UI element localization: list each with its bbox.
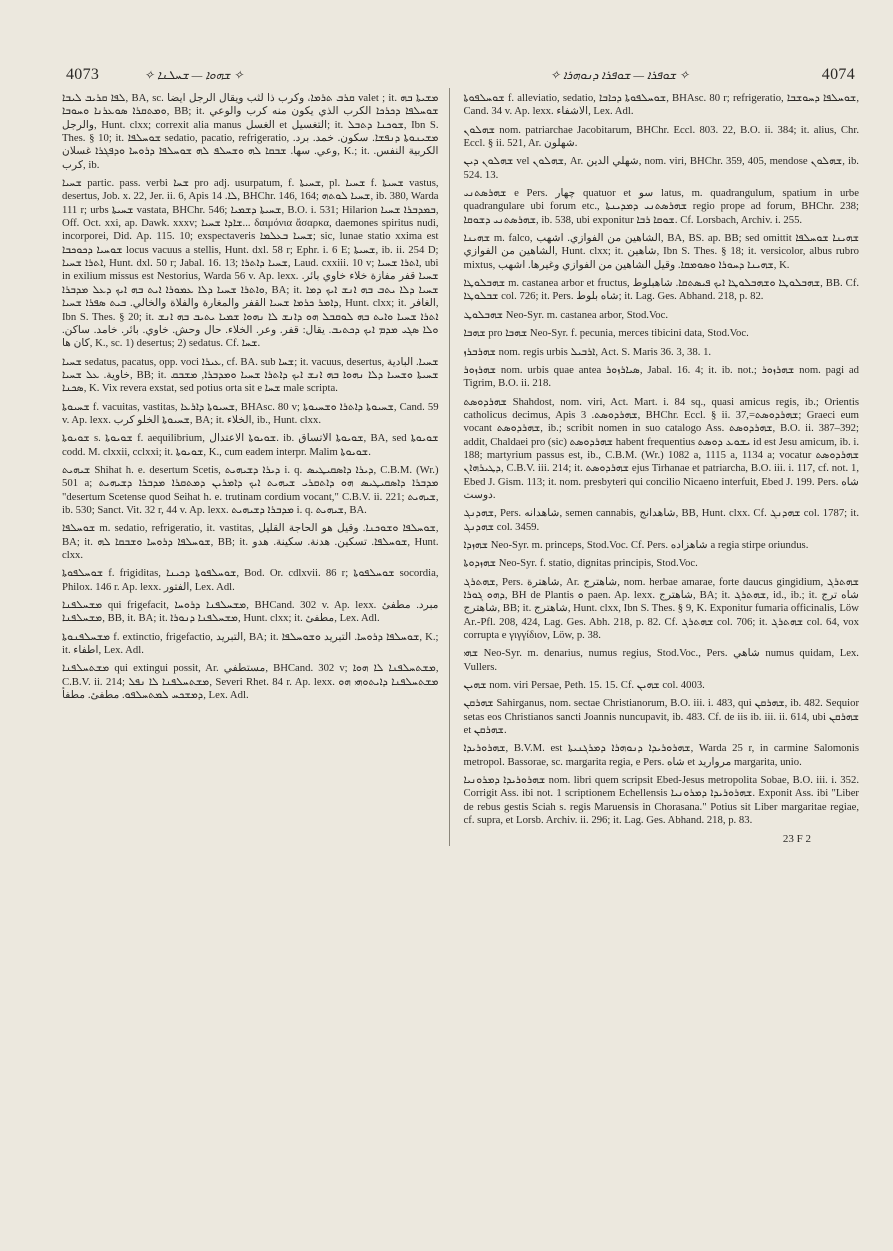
dictionary-entry: ܠܦܐ ܩܪܝܒ ܠܝܒܐ, BA, sc. ܩܪܒ ܬܪܡܐ، وكرب ذا لثب ويقال الرجل ايضا valet ; it. ܡܫܝܬܐ ܒܗ ܘܡܬܩܪܐ ܣܘܥܪܢܐ ܘܚܘܒܐ, BB; it. ܫܘܚܠܦܐ ܕܟܪܟܐ الكرب الذي يكون منه كرب والوعي والرجل, Hunt. clxx; correxit alia manus الغسل et التغسيل; it. ܫܘܟܢܐ ܕܬܒܠ, Ibn S. Thes. § 10; it. ܫܘܚܠܦܐ sedatio, pacatio, refrigeratio, ܡܫܝܢܘܬܐ ܕܢܦܫܐ. سكون. خمد. برد. وعي. سها. ܫܒܩܐ ܠܗ ܘܫܚܠܦ ܠܗ ܫܘܚܠܦܐ ܕܪܘܚܐ ܘܕܦܓܪܐ غسلان, K.; it. الكربية النفس. كرب, ib. [62, 92, 439, 171]
running-header [62, 56, 859, 86]
dictionary-entry: ܫܗܒܐ pro ܫܗܒܐ Neo-Syr. f. pecunia, merces tibicini data, Stod.Voc. [463, 327, 749, 340]
dictionary-entry: ܫܘܚܠܦܘܬܐ f. frigiditas, ܫܘܚܠܦܘܬܐ ܕܟܝܢܐ, Bod. Or. cdlxvii. 86 r; ܫܘܚܠܦܘܬܐ socordia, Philox. 146 r. Ap. lexx. الفتور, Lex. Adl. [62, 567, 439, 593]
dictionary-entry: ܫܗܒܠܘܛ Neo-Syr. m. castanea arbor, Stod.Voc. [463, 308, 669, 321]
dictionary-entry: ܫܗܪܘܪܝܕܐ ܕܡܪܘܢܝܐ nom. libri quem scripsit Ebed-Jesus metropolita Sobae, B.O. iii. i. 352. Corrigit Ass. ibi not. 1 scriptionem Echellensis ܫܗܪܘܪܝܕܐ ܕܡܪܘܢܝܐ. Exponit Ass. ibi "Liber de rebus gestis Sciah s. regis Maruensis in Chorasana." Potius sit Liber margaritae regiae, cf. supra, et Lorsb. Archiv. ii. 296; it. Lag. Ges. Abhand. 218, p. 83. [463, 774, 859, 827]
dictionary-entry: ܫܗܪܩܢ Sahirganus, nom. sectae Christianorum, B.O. iii. i. 483, qui ܫܗܪܩܢ, ib. 482. Sequior setas eos Christianos sancti Joannis nuncupavit, ib. 483. Cf. de iis ib. iii. ii. 614, ubi ܫܗܪܩܢ et ܫܗܪܩܢ. [463, 697, 860, 737]
left-column [62, 88, 449, 846]
page-number-left: 4073 [66, 66, 100, 83]
dictionary-entry: ܫܗܝ Neo-Syr. m. denarius, numus regius, Stod.Voc., Pers. شاهي numus quidam, Lex. Vullers. [463, 647, 859, 673]
dictionary-entry: ܫܗܙܕܘܬܐ Neo-Syr. f. statio, dignitas principis, Stod.Voc. [463, 557, 698, 570]
dictionary-entry: ܫܚܝܘܬܐ f. vacuitas, vastitas, ܫܚܝܘܬܐ ܕܐܪܥܐ, BHAsc. 80 v; ܫܚܝܘܬܐ ܕܐܬܪܐ ܘܫܚܝܘܬܐ, Cand. 59 v. Ap. lexx. ܫܚܝܘܬܐ الخلو كرب, BA; it. الخلاء, ib., Hunt. clxx. [62, 400, 439, 426]
dictionary-entry: ܫܗܪܣܬܢܝ e Pers. چهار quatuor et سو latus, m. quadrangulum, spatium in urbe quadrangulare ubi forum etc., ܫܗܪܣܬܢܝ ܕܡܕܝܢܬܐ regio prope ad forum, BHChr. 238; ܫܗܪܣܬܢܝ ܕܫܘܩܐ, ib. 538, ubi exponitur ܫܘܩܐ ܪܒܐ. Cf. Lorsbach, Archiv. i. 255. [463, 187, 859, 226]
dictionary-entry: ܫܗܪܙܘܪ nom. urbis quae antea ܣܝܐܪܙܘܪ, Jabal. 16. 4; it. ib. not.; ܫܗܪܙܘܪ nom. pagi ad Tigrim, B.O. ii. 218. [463, 363, 859, 390]
dictionary-entry: ܫܗܒܠܘܛܐ m. castanea arbor et fructus, ܫܗܒܠܘܛܐ ܘܫܗܒܠܘܛܐ ܐܝܟ ܦܝܣܬܩܐ. شاهبلوط, BB. Cf. ܫܒܠܘܛܐ col. 726; it. Pers. شاه بلوط; it. Lag. Ges. Abhand. 218, p. 82. [463, 277, 859, 303]
signature-mark: 23 F 2 [782, 832, 811, 845]
dictionary-entry: ܫܝܗܝܬ Shihat h. e. desertum Scetis, ܕܝܪܐ ܕܫܝܗܝܬ i. q. ܕܝܪܐ ܕܐܣܩܝܛܝܣ, C.B.M. (Wr.) 501 a; ܡܕܒܪܐ ܕܐܣܩܝܛܝܣ ܗܘ ܕܐܬܩܪܝ ܫܝܗܝܬ ܐܝܟ ܕܐܡܪܝܢ ܕܡܬܩܪܐ ܡܕܒܪܐ ܕܫܝܗܝܬ "desertum Scetense quod Seihat h. e. trutinam cordium vocant," C.B.V. ii. 221; ܫܝܗܝܬ, ib. 530; Sanct. Vit. 32 r, 44 v. Ap. lexx. ܡܕܒܪܐ ܕܫܝܗܝܬ i. q. ܫܝܗܝܬ, BA. [62, 463, 439, 516]
dictionary-entry: ܫܗܪܘܪܝܕܐ, B.V.M. est ܫܗܪܘܪܝܕܐ ܕܢܘܗܪܐ ܕܡܪܓܢܝܬܐ, Warda 25 r, in carmine Salomonis metropol. Bassorae, sc. margarita regia, e Pers. شاه et مرواريد margarita, unio. [463, 742, 859, 768]
dictionary-entry: ܫܗܪܕܘܣܬ Shahdost, nom. viri, Act. Mart. i. 84 sq., quasi amicus regis, ib.; Orientis catholicus decimus, Apis ܫܗܪܕܘܣܬ. 3, BHChr. Eccl. § ii. 37,=ܫܗܪܕܘܣܬ; Graeci eum vocant ܫܗܪܕܘܣܬ, ib.; scribit nomen in suo catalogo Ass. ܫܗܪܕܘܣܬ, B.O. ii. 387–392; addit, Chaldaei pro (sic) ܫܗܪܕܘܣܬ habent frequentius ܝܫܘܥ ܕܘܣܬ id est Jesu amicum, ib. i. 188; martyrium passus est, ib., C.B.M. (Wr.) 1082 a, 1115 a, 1134 a; vocatur ܫܗܪܕܘܣܬ ܕܛܝܪܗܐܢ, C.B.V. iii. 214; it. ܫܗܪܕܘܣܬ ejus Tirhanae et patriarcha, B.O. iii. i. 117, cf. not. 1, Ebed J. Gism. 113; it. nom. presbyteri qui concilio Nicaeno interfuit, Ebed J. 199. Pers. شاه دوست. [463, 395, 860, 501]
dictionary-entry: ܫܗܪܒܪܙ nom. regis urbis ܐܪܒܝܠ, Act. S. Maris 36. 3, 38. 1. [463, 345, 712, 358]
dictionary-entry: ܫܗܝܢܐ m. falco, الشاهين من الفوازي. اشهب, BA, BS. ap. BB; sed omittit ܫܗܝܢܐ ܫܘܚܠܦܐ الشاهين من الفوازي, Hunt. clxx; it. شاهين, Ibn S. Thes. § 18; it. versicolor, albus rubro mixtus, ܫܗܝܢܐ ܕܚܘܪܐ ܘܣܘܡܩܐ. وقيل الشاهين من الفوازي وغيرها. اشهب, K. [463, 232, 860, 271]
dictionary-entry: ܫܗܠܘܢ ܕܝܢ vel ܫܗܠܘܢ, Ar. شهلي الدين, nom. viri, BHChr. 359, 405, mendose ܫܗܠܘܢ, ib. 524. 13. [463, 155, 859, 181]
dictionary-entry: ܫܚܝܐ sedatus, pacatus, opp. voci ܥܝܪܐ, cf. BA. sub ܫܚܐ; it. vacuus, desertus, ܫܚܝܐ. البادية خاوية. ܥܠ ܫܚܝܐ, BB; it. ܫܚܝܬܐ ܘܫܚܝܐ ܕܠܐ ܢܗܘܐ ܒܗ ܐܢܫ ܐܝܟ ܕܐܬܪܐ ܫܚܝܐ ܘܡܕܒܪܐ, ܡܫܒܩ ܣܟܢܐ, K. Vix revera exstat, sed potius orta sit e ܫܚܐ male scripta. [62, 355, 439, 395]
dictionary-entry: ܫܗܕܢܓ, Pers. شاهدانه, semen cannabis, شاهدانج, BB, Hunt. clxx. Cf. ܫܗܕܢܓ col. 1787; it. ܫܗܕܢܓ col. 3459. [463, 507, 860, 533]
dictionary-entry: ܫܗܝܢ nom. viri Persae, Peth. 15. 15. Cf. ܫܗܝܢ col. 4003. [463, 679, 705, 692]
dictionary-entry: ܡܫܚܠܦܢܐ qui frigefacit, ܡܫܚܠܦܢܐ ܕܪܘܚܐ, BHCand. 302 v. Ap. lexx. مبرد. مطفئ ܡܫܚܠܦܢܐ, BB, it. BA; it. ܡܫܚܠܦܢܐ ܕܢܘܪܐ, Hunt. clxx; it. مطفئ, Lex. Adl. [62, 599, 439, 625]
dictionary-entry: ܫܗܬܪܓ, Pers. شاهترة, Ar. شاهترج, nom. herbae amarae, forte daucus gingidium, ܫܗܬܪܓ ܕܗܘ ܓܘܪܐ, BH de Plantis ܘ paen. Ap. lexx. شاهترج, BA; it. ܫܗܬܪܓ, id., ib.; it. شاه ترج شاهترج, BB; it. شاهترج, Hunt. clxx, Ibn S. Thes. § 9, K. Exponitur fumaria officinalis, Löw Ar.-Pfl. 208, 424, Lag. Ges. Abh. 218, p. 82. Cf. ܫܗܬܪܓ col. 706; it. ܫܗܬܪܓ col. 64, vox corrupta e γιγγίδιον, Löw, p. 38. [463, 575, 860, 642]
dictionary-entry: ܫܘܚܠܦܘܬܐ f. alleviatio, sedatio, ܫܘܚܠܦܘܬܐ ܕܟܐܒܐ, BHAsc. 80 r; refrigeratio, ܫܘܚܠܦܐ ܕܚܘܫܒܐ, Cand. 34 v. Ap. lexx. الاشفاء, Lex. Adl. [463, 92, 859, 118]
dictionary-entry: ܫܘܚܠܦܐ m. sedatio, refrigeratio, it. vastitas, ܫܘܚܠܦܐ ܘܫܘܟܢܐ. وقيل هو الحاجة القليل, BA; it. ܫܘܚܠܦܐ ܕܪܘܚܐ ܘܫܒܩܐ ܠܗ, BB; it. ܫܘܚܠܦܐ. تسكين. هدنة. سكينة. هدو, Hunt. clxx. [62, 522, 439, 561]
running-title-left: ✧ ܫܗܘܐ — ܫܚܠܢܐ ✧ [144, 68, 244, 82]
right-column [449, 88, 859, 846]
two-column-body [62, 88, 859, 846]
dictionary-entry: ܫܗܠܘܢ nom. patriarchae Jacobitarum, BHChr. Eccl. 803. 22, B.O. ii. 384; it. alius, Chr. Eccl. § ii. 521, Ar. شهلون. [463, 123, 859, 150]
dictionary-entry: ܫܗܙܕܐ Neo-Syr. m. princeps, Stod.Voc. Cf. Pers. شاهزاده a regia stirpe oriundus. [463, 538, 809, 551]
running-title-right: ✧ ܫܘܦܪܐ — ܫܘܦܪܐ ܕܢܘܗܪܐ ✧ [550, 68, 690, 82]
dictionary-entry: ܫܚܝܐ partic. pass. verbi ܫܚܐ pro adj. usurpatum, f. ܫܚܝܬܐ, pl. ܫܚܝܐ f. ܫܚܝܬܐ vastus, desertus, Job. x. 22, Jer. ii. 6, Apis ܠܐ. 14, BHChr. 146, 164; ܫܚܝܐ ܠܘܬܗ, ib. 380, Warda 111 r; urbs ܫܚܝܬܐ vastata, BHChr. 546; ܫܚܝܬܐ ܕܫܡܝܐ, B.O. i. 531; Hilarion ܒܡܕܒܪܐ ܫܚܝܐ, Off. Oct. xxi, ap. Dawk. xxxv; ܫܐܕܐ ܫܚܝܐ... δαιμόνια ἄσαρκα, daemones spiritus nudi, incorporei, Did. Ap. 115. 10; exspectaveris ܫܚܝܐ ܒܥܠܡܐ; sic, lunae statio xxima est ܫܘܚܝܐ ܕܟܘܟܒܐ locus vacuus a stellis, Hunt. dxl. 58 r; Ephr. i. 6 E; ܫܚܝܬܐ, ib. ii. 254 D; ܐܬܪܐ ܫܚܝܐ, Hunt. dxl. 50 r; Jabal. 16. 13; ܫܚܝܐ ܕܐܬܪܐ, Laud. cxxiii. 10 v; ܐܬܪܐ ܫܚܝܐ, ubi in exilium missus est Nestorius, Warda 56 v. Ap. lexx. ܫܚܝܐ قفر مفازة خلاء خاوي بائر. ܘܐܬܪܐ ܫܚܝܐ ܕܠܐ ܥܡܘܪܐ ܐܝܬ ܒܗ ܐܝܟ ܕܥܠ ܡܕܒܪܐ, BA; it. ܫܚܝܐ ܕܠܐ ܝܬܒ ܒܗ ܐܢܫ ܐܝܟ ܕܡܐ ܕܐܡܪ ܟܪܡܐ ܫܚܝܐ القفر والمغارة والفلاة والخالي. ܒܝܬ ܣܦܪܐ ܫܚܝܐ, Hunt. clxx; it. الغافر, Ibn S. Thes. § 20; it. ܐܬܪܐ ܫܚܝܐ ܘܐܝܬ ܒܗ ܠܘܩܒܠ ܗܘ ܕܐܢܫ ܠܐ ܢܗܘܐ ܫܡܝܐ ܝܬܝܒ ܒܗ ܐܢܫ ܘܠܐ ܣܓܝ ܡܕܡ ܐܝܟ ܕܟܬܝܒ. يقال: قفر. وعر. الخلاء. حال وحش. خاوي. بائر. خامد. ساكن. كان ها, K., sc. 1) desertus; 2) sedatus. Cf. ܫܚܐ. [62, 177, 439, 350]
dictionary-entry: ܫܘܝܘܬܐ s. ܫܘܝܘܬܐ f. aequilibrium, ܫܘܝܘܬܐ الاعتدال. ib. ܫܘܝܘܬܐ الاتساق, BA, sed ܫܘܝܘܬܐ codd. M. clxxii, cclxxi; it. ܫܘܝܘܬܐ, K., cum eadem interpr. Malim ܫܘܝܘܬܐ. [62, 432, 439, 458]
page-number-right: 4074 [821, 66, 855, 83]
dictionary-entry: ܡܫܬܚܠܦܢܐ qui extingui possit, Ar. مستطفي, BHCand. 302 v; ܡܫܬܚܠܦܢܐ ܠܐ ܗܘܐ, C.B.V. ii. 214; ܡܫܬܚܠܦܢܐ ܠܐ ܢܦܠ, Severi Rhet. 84 r. Ap. lexx. ܡܫܬܚܠܦܢܐ ܕܐܝܬܘܗܝ ܗܘ ܕܡܫܟܚ ܠܡܬܚܠܦܘ. مطفئ. مطفأ, Lex. Adl. [62, 662, 439, 702]
dictionary-entry: ܡܫܚܠܦܢܘܬܐ f. extinctio, frigefactio, التبريد, BA; it. ܫܘܚܠܦܐ ܕܪܘܚܐ. التبريد ܘܫܘܚܠܦܐ, K.; it. اطفاء, Lex. Adl. [62, 630, 439, 657]
